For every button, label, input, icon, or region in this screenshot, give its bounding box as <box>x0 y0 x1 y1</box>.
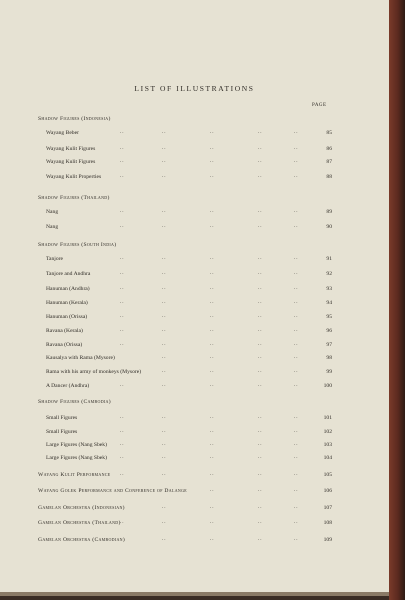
dot-leader-segment: .. <box>294 455 299 460</box>
toc-entry <box>0 159 389 167</box>
toc-entry <box>0 209 389 217</box>
dot-leader-segment: .. <box>210 256 215 261</box>
dot-leader-segment: .. <box>258 488 263 493</box>
dot-leader-segment: .. <box>294 256 299 261</box>
dot-leader-segment: .. <box>258 383 263 388</box>
section-heading: Shadow Figures (Thailand) <box>38 195 110 201</box>
dot-leader-segment: .. <box>258 537 263 542</box>
entry-label: Small Figures <box>46 429 78 435</box>
dot-leader-segment: .. <box>162 537 167 542</box>
entry-label: Ravana (Kerala) <box>46 328 83 334</box>
entry-label: Wayang Kulit Figures <box>46 159 96 165</box>
toc-entry <box>0 286 389 294</box>
dot-leader-segment: .. <box>294 355 299 360</box>
dot-leader-segment: .. <box>120 256 125 261</box>
dot-leader-segment: .. <box>210 355 215 360</box>
dot-leader-segment: .. <box>210 300 215 305</box>
dot-leader-segment: .. <box>294 300 299 305</box>
dot-leader-segment: .. <box>120 429 125 434</box>
dot-leader-segment: .. <box>162 355 167 360</box>
dot-leader-segment: .. <box>258 342 263 347</box>
dot-leader-segment: .. <box>210 271 215 276</box>
dot-leader-segment: .. <box>258 300 263 305</box>
dot-leader-segment: .. <box>210 537 215 542</box>
dot-leader-segment: .. <box>210 130 215 135</box>
page-bottom-edge <box>0 592 389 596</box>
dot-leader-segment: .. <box>294 383 299 388</box>
dot-leader-segment: .. <box>210 442 215 447</box>
dot-leader-segment: .. <box>120 442 125 447</box>
dot-leader-segment: .. <box>120 472 125 477</box>
dot-leader-segment: .. <box>294 488 299 493</box>
dot-leader-segment: .. <box>210 505 215 510</box>
toc-entry <box>0 369 389 377</box>
entry-label: Large Figures (Nang Sbek) <box>46 455 107 461</box>
dot-leader-segment: .. <box>210 342 215 347</box>
toc-heading-entry <box>0 488 389 496</box>
dot-leader-segment: .. <box>210 455 215 460</box>
dot-leader-segment: .. <box>120 271 125 276</box>
entry-label: Gamelan Orchestra (Indonesian) <box>38 505 125 511</box>
dot-leader-segment: .. <box>162 429 167 434</box>
entry-page-number: 87 <box>326 159 332 165</box>
dot-leader-segment: .. <box>210 488 215 493</box>
dot-leader-segment: .. <box>162 369 167 374</box>
toc-heading-entry <box>0 520 389 528</box>
toc-entry <box>0 415 389 423</box>
page-column-header: PAGE <box>312 103 327 108</box>
dot-leader-segment: .. <box>120 383 125 388</box>
dot-leader-segment: .. <box>162 314 167 319</box>
entry-page-number: 96 <box>326 328 332 334</box>
entry-label: A Dancer (Andhra) <box>46 383 90 389</box>
entry-page-number: 106 <box>323 488 332 494</box>
entry-page-number: 103 <box>323 442 332 448</box>
dot-leader-segment: .. <box>258 415 263 420</box>
dot-leader-segment: .. <box>258 159 263 164</box>
dot-leader-segment: .. <box>294 271 299 276</box>
dot-leader-segment: .. <box>120 300 125 305</box>
dot-leader-segment: .. <box>258 209 263 214</box>
entry-page-number: 89 <box>326 209 332 215</box>
dot-leader-segment: .. <box>294 520 299 525</box>
dot-leader-segment: .. <box>120 159 125 164</box>
dot-leader-segment: .. <box>294 130 299 135</box>
dot-leader-segment: .. <box>210 209 215 214</box>
entry-label: Tanjore <box>46 256 64 262</box>
dot-leader-segment: .. <box>258 174 263 179</box>
entry-label: Gamelan Orchestra (Thailand) <box>38 520 121 526</box>
toc-entry <box>0 328 389 336</box>
dot-leader-segment: .. <box>162 505 167 510</box>
entry-page-number: 107 <box>323 505 332 511</box>
entry-page-number: 100 <box>323 383 332 389</box>
dot-leader-segment: .. <box>210 314 215 319</box>
dot-leader-segment: .. <box>162 442 167 447</box>
dot-leader-segment: .. <box>120 209 125 214</box>
dot-leader-segment: .. <box>162 472 167 477</box>
dot-leader-segment: .. <box>294 505 299 510</box>
toc-entry <box>0 174 389 182</box>
toc-entry <box>0 300 389 308</box>
dot-leader-segment: .. <box>120 455 125 460</box>
entry-label: Kausalya with Rama (Mysore) <box>46 355 115 361</box>
dot-leader-segment: .. <box>210 328 215 333</box>
entry-page-number: 91 <box>326 256 332 262</box>
dot-leader-segment: .. <box>258 130 263 135</box>
entry-label: Wayang Kulit Performance <box>38 472 111 478</box>
entry-label: Wayang Kulit Properties <box>46 174 102 180</box>
dot-leader-segment: .. <box>210 472 215 477</box>
toc-heading-entry <box>0 537 389 545</box>
dot-leader-segment: .. <box>294 328 299 333</box>
dot-leader-segment: .. <box>294 209 299 214</box>
entry-label: Hanuman (Orissa) <box>46 314 88 320</box>
entry-label: Wayang Kulit Figures <box>46 146 96 152</box>
entry-label: Small Figures <box>46 415 78 421</box>
dot-leader-segment: .. <box>162 383 167 388</box>
toc-entry <box>0 383 389 391</box>
dot-leader-segment: .. <box>120 328 125 333</box>
entry-page-number: 85 <box>326 130 332 136</box>
entry-page-number: 95 <box>326 314 332 320</box>
dot-leader-segment: .. <box>162 146 167 151</box>
dot-leader-segment: .. <box>120 174 125 179</box>
entry-label: Nang <box>46 224 59 230</box>
book-cover-edge <box>389 0 405 600</box>
dot-leader-segment: .. <box>294 537 299 542</box>
dot-leader-segment: .. <box>258 442 263 447</box>
dot-leader-segment: .. <box>120 286 125 291</box>
dot-leader-segment: .. <box>294 429 299 434</box>
entry-label: Gamelan Orchestra (Cambodian) <box>38 537 126 543</box>
dot-leader-segment: .. <box>120 342 125 347</box>
toc-entry <box>0 342 389 350</box>
entry-label: Tanjore and Andhra <box>46 271 91 277</box>
dot-leader-segment: .. <box>162 455 167 460</box>
dot-leader-segment: .. <box>120 146 125 151</box>
dot-leader-segment: .. <box>120 314 125 319</box>
entry-label: Wayang Beber <box>46 130 79 136</box>
dot-leader-segment: .. <box>120 130 125 135</box>
dot-leader-segment: .. <box>258 505 263 510</box>
dot-leader-segment: .. <box>258 520 263 525</box>
dot-leader-segment: .. <box>258 328 263 333</box>
dot-leader-segment: .. <box>120 415 125 420</box>
dot-leader-segment: .. <box>162 209 167 214</box>
section-heading: Shadow Figures (South India) <box>38 242 117 248</box>
entry-label: Large Figures (Nang Sbek) <box>46 442 107 448</box>
entry-page-number: 105 <box>323 472 332 478</box>
dot-leader-segment: .. <box>294 224 299 229</box>
dot-leader-segment: .. <box>258 224 263 229</box>
dot-leader-segment: .. <box>294 286 299 291</box>
entry-page-number: 90 <box>326 224 332 230</box>
toc-heading-entry <box>0 472 389 480</box>
dot-leader-segment: .. <box>210 429 215 434</box>
entry-page-number: 94 <box>326 300 332 306</box>
entry-page-number: 88 <box>326 174 332 180</box>
dot-leader-segment: .. <box>162 256 167 261</box>
dot-leader-segment: .. <box>258 271 263 276</box>
toc-entry <box>0 271 389 279</box>
entry-label: Ravana (Orissa) <box>46 342 83 348</box>
entry-label: Hanuman (Kerala) <box>46 300 88 306</box>
dot-leader-segment: .. <box>162 224 167 229</box>
toc-entry <box>0 355 389 363</box>
toc-entry <box>0 455 389 463</box>
toc-entry <box>0 130 389 138</box>
dot-leader-segment: .. <box>258 256 263 261</box>
dot-leader-segment: .. <box>294 472 299 477</box>
entry-page-number: 101 <box>323 415 332 421</box>
toc-entry <box>0 429 389 437</box>
entry-page-number: 99 <box>326 369 332 375</box>
dot-leader-segment: .. <box>258 429 263 434</box>
dot-leader-segment: .. <box>294 314 299 319</box>
toc-entry <box>0 314 389 322</box>
entry-page-number: 92 <box>326 271 332 277</box>
entry-page-number: 86 <box>326 146 332 152</box>
dot-leader-segment: .. <box>162 130 167 135</box>
dot-leader-segment: .. <box>258 472 263 477</box>
entry-page-number: 109 <box>323 537 332 543</box>
dot-leader-segment: .. <box>162 415 167 420</box>
entry-page-number: 104 <box>323 455 332 461</box>
entry-page-number: 102 <box>323 429 332 435</box>
dot-leader-segment: .. <box>258 314 263 319</box>
entry-label: Hanuman (Andhra) <box>46 286 90 292</box>
entry-page-number: 93 <box>326 286 332 292</box>
entry-page-number: 98 <box>326 355 332 361</box>
toc-heading-entry <box>0 505 389 513</box>
toc-entry <box>0 146 389 154</box>
entry-label: Rama with his army of monkeys (Mysore) <box>46 369 142 375</box>
entry-label: Nang <box>46 209 59 215</box>
dot-leader-segment: .. <box>210 369 215 374</box>
dot-leader-segment: .. <box>210 224 215 229</box>
section-heading: Shadow Figures (Cambodia) <box>38 399 111 405</box>
dot-leader-segment: .. <box>162 286 167 291</box>
dot-leader-segment: .. <box>258 286 263 291</box>
dot-leader-segment: .. <box>162 342 167 347</box>
dot-leader-segment: .. <box>210 520 215 525</box>
section-heading: Shadow Figures (Indonesia) <box>38 116 111 122</box>
dot-leader-segment: .. <box>210 383 215 388</box>
dot-leader-segment: .. <box>120 520 125 525</box>
dot-leader-segment: .. <box>210 146 215 151</box>
dot-leader-segment: .. <box>162 328 167 333</box>
dot-leader-segment: .. <box>294 415 299 420</box>
dot-leader-segment: .. <box>294 146 299 151</box>
dot-leader-segment: .. <box>294 174 299 179</box>
toc-entry <box>0 442 389 450</box>
dot-leader-segment: .. <box>210 159 215 164</box>
dot-leader-segment: .. <box>294 159 299 164</box>
dot-leader-segment: .. <box>258 369 263 374</box>
dot-leader-segment: .. <box>162 520 167 525</box>
dot-leader-segment: .. <box>258 355 263 360</box>
entry-page-number: 108 <box>323 520 332 526</box>
dot-leader-segment: .. <box>258 455 263 460</box>
toc-entry <box>0 224 389 232</box>
page-title: LIST OF ILLUSTRATIONS <box>134 84 255 93</box>
entry-label: Wayang Golek Performance and Conference of Dalange <box>38 488 188 494</box>
dot-leader-segment: .. <box>210 286 215 291</box>
dot-leader-segment: .. <box>294 442 299 447</box>
dot-leader-segment: .. <box>162 159 167 164</box>
dot-leader-segment: .. <box>210 415 215 420</box>
dot-leader-segment: .. <box>162 271 167 276</box>
dot-leader-segment: .. <box>210 174 215 179</box>
dot-leader-segment: .. <box>162 174 167 179</box>
dot-leader-segment: .. <box>120 224 125 229</box>
toc-entry <box>0 256 389 264</box>
entry-page-number: 97 <box>326 342 332 348</box>
dot-leader-segment: .. <box>294 342 299 347</box>
dot-leader-segment: .. <box>162 300 167 305</box>
dot-leader-segment: .. <box>258 146 263 151</box>
dot-leader-segment: .. <box>294 369 299 374</box>
